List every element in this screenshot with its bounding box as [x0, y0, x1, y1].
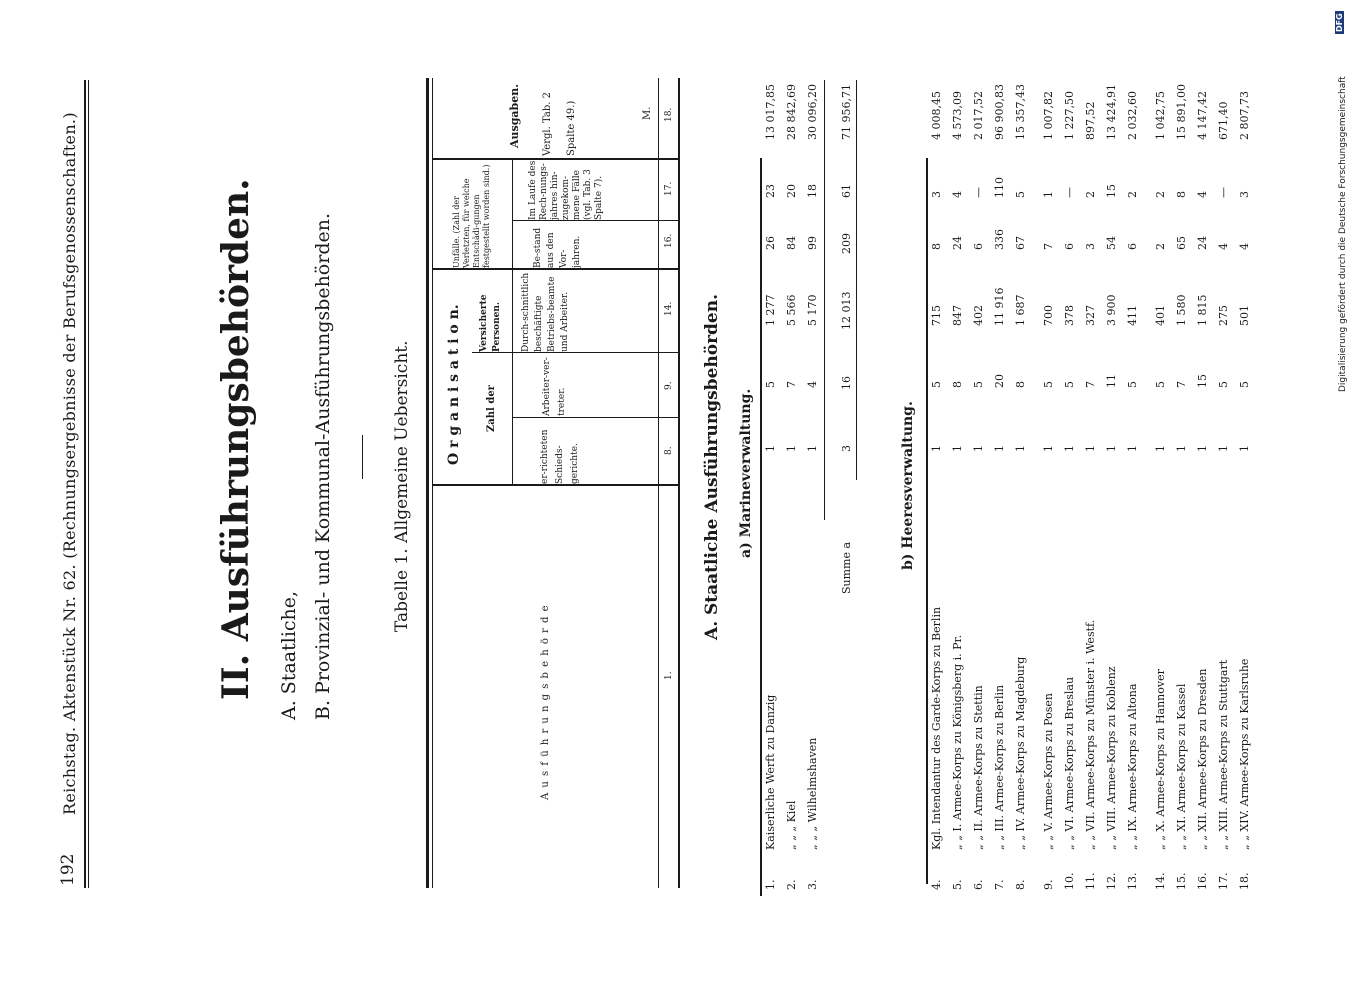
- table-title: Tabelle 1. Allgemeine Uebersicht.: [392, 340, 412, 632]
- colnum-16: 16.: [664, 233, 674, 248]
- cell-c9: 5: [1238, 381, 1251, 388]
- cell-c8: 1: [1154, 445, 1167, 452]
- cell-c16: 24: [951, 236, 964, 250]
- dfg-logo: DFG: [1335, 13, 1344, 32]
- colnum-9: 9.: [664, 381, 674, 390]
- cell-c14: 501: [1238, 305, 1251, 326]
- colnum-18: 18.: [664, 107, 674, 122]
- sep-org: [472, 352, 680, 353]
- zahl-der-label: Zahl der: [486, 385, 497, 432]
- row-nr: 12.: [1105, 872, 1118, 890]
- sep-14-16: [432, 268, 680, 270]
- cell-c9: 11: [1105, 374, 1118, 388]
- cell-c17: 2: [1084, 191, 1097, 198]
- sep-unf: [512, 160, 513, 268]
- row-nr: 10.: [1063, 872, 1076, 890]
- cell-c14: 3 900: [1105, 294, 1118, 326]
- cell-c18: 13 424,91: [1105, 84, 1118, 140]
- cell-c8: 1: [951, 445, 964, 452]
- cell-c17: —: [1063, 187, 1076, 198]
- row-nr: 5.: [951, 879, 964, 890]
- cell-c16: 4: [1217, 243, 1230, 250]
- cell-c16: 6: [1063, 243, 1076, 250]
- col18-unit: M.: [642, 106, 653, 120]
- running-head: Reichstag. Aktenstück Nr. 62. (Rechnungsergebnisse der Berufsgenossenschaften.): [60, 112, 79, 815]
- row-name: „ „ „ Kiel: [785, 800, 798, 850]
- cell-c18: 4 147,42: [1196, 91, 1209, 140]
- cell-c8: 1: [806, 445, 819, 452]
- cell-c17: 15: [1105, 184, 1118, 198]
- row-name: „ „ IV. Armee-Korps zu Magdeburg: [1014, 656, 1027, 850]
- cell-c8: 1: [1217, 445, 1230, 452]
- cell-c14: 12 013: [840, 291, 853, 330]
- cell-c16: 8: [930, 243, 943, 250]
- cell-c17: 110: [993, 177, 1006, 198]
- col16-label: Be-stand aus den Vor-jahren.: [533, 227, 582, 268]
- col17-label: Im Laufe des Rech-nungs-jahres hin-zugekom-mene Fälle (vgl. Tab. 3 Spalte 7).: [528, 160, 604, 220]
- row-name: „ „ X. Armee-Korps zu Hannover: [1154, 669, 1167, 850]
- cell-c8: 1: [1084, 445, 1097, 452]
- cell-c18: 897,52: [1084, 101, 1097, 140]
- cell-c8: 1: [785, 445, 798, 452]
- cell-c14: 378: [1063, 305, 1076, 326]
- cell-c9: 5: [930, 381, 943, 388]
- row-nr: 16.: [1196, 872, 1209, 890]
- cell-c9: 7: [785, 381, 798, 388]
- cell-c18: 15 357,43: [1014, 84, 1027, 140]
- table-colnum-rule: [678, 78, 680, 888]
- cell-c17: 23: [764, 184, 777, 198]
- cell-c18: 15 891,00: [1175, 84, 1188, 140]
- col18-label: Vergl. Tab. 2 Spalte 49.): [542, 92, 577, 156]
- side-credit: Digitalisierung gefördert durch die Deutsche Forschungsgemeinschaft: [1338, 76, 1348, 392]
- cell-c17: 8: [1175, 191, 1188, 198]
- cell-c8: 1: [1175, 445, 1188, 452]
- cell-c8: 1: [1014, 445, 1027, 452]
- cell-c9: 8: [951, 381, 964, 388]
- row-nr: 8.: [1014, 879, 1027, 890]
- cell-c8: 1: [764, 445, 777, 452]
- table-top-rule: [426, 78, 429, 888]
- row-nr: 4.: [930, 879, 943, 890]
- cell-c9: 5: [1126, 381, 1139, 388]
- cell-c8: 1: [930, 445, 943, 452]
- body-bottom-rule: [856, 80, 857, 480]
- cell-c14: 1 687: [1014, 294, 1027, 326]
- table-col1-rule: [432, 78, 433, 888]
- row-nr: 18.: [1238, 872, 1251, 890]
- row-name: Kaiserliche Werft zu Danzig: [764, 694, 777, 850]
- col9-label: Arbeiter-ver-treter.: [542, 357, 567, 416]
- row-nr: 14.: [1154, 872, 1167, 890]
- title-divider: [362, 435, 363, 479]
- row-nr: 13.: [1126, 872, 1139, 890]
- sep-zahl: [512, 353, 513, 484]
- cell-c18: 30 096,20: [806, 84, 819, 140]
- cell-c9: 5: [1154, 381, 1167, 388]
- cell-c9: 4: [806, 381, 819, 388]
- heer-heading: b) Heeresverwaltung.: [900, 401, 916, 570]
- sep-vers: [512, 270, 513, 352]
- cell-c14: 411: [1126, 305, 1139, 326]
- cell-c18: 1 007,82: [1042, 91, 1055, 140]
- cell-c18: 1 227,50: [1063, 91, 1076, 140]
- cell-c17: 18: [806, 184, 819, 198]
- running-head-rule: [84, 80, 86, 888]
- cell-c8: 1: [1238, 445, 1251, 452]
- row-name: „ „ XIII. Armee-Korps zu Stuttgart: [1217, 659, 1230, 850]
- cell-c17: 4: [1196, 191, 1209, 198]
- cell-c9: 5: [972, 381, 985, 388]
- row-name: „ „ II. Armee-Korps zu Stettin: [972, 685, 985, 850]
- cell-c8: 1: [972, 445, 985, 452]
- subsection-b: B. Provinzial- und Kommunal-Ausführungsbehörden.: [312, 212, 334, 720]
- ausgaben-label: Ausgaben.: [508, 83, 521, 148]
- cell-c8: 1: [993, 445, 1006, 452]
- cell-c17: 2: [1154, 191, 1167, 198]
- cell-c9: 8: [1014, 381, 1027, 388]
- cell-c9: 5: [1063, 381, 1076, 388]
- row-nr: 3.: [806, 879, 819, 890]
- colnum-17: 17.: [664, 181, 674, 196]
- row-name: „ „ XIV. Armee-Korps zu Karlsruhe: [1238, 658, 1251, 850]
- sep-behoerde: [432, 484, 680, 486]
- row-nr: 2.: [785, 879, 798, 890]
- colnum-8: 8.: [664, 446, 674, 455]
- cell-c16: 84: [785, 236, 798, 250]
- running-head-rule-thin: [88, 80, 89, 888]
- row-nr: 11.: [1084, 872, 1097, 890]
- cell-c14: 5 566: [785, 294, 798, 326]
- cell-c16: 6: [972, 243, 985, 250]
- row-name: „ „ „ Wilhelmshaven: [806, 737, 819, 850]
- cell-c17: 5: [1014, 191, 1027, 198]
- cell-c16: 4: [1238, 243, 1251, 250]
- body-sep-17-18: [760, 158, 762, 570]
- cell-c17: 2: [1126, 191, 1139, 198]
- cell-c16: 209: [840, 233, 853, 254]
- marine-heading: a) Marineverwaltung.: [738, 388, 754, 558]
- cell-c14: 847: [951, 305, 964, 326]
- row-name: „ „ V. Armee-Korps zu Posen: [1042, 693, 1055, 850]
- unfaelle-label: Unfälle. (Zahl der Verletzten, für welche Entschädi-gungen festgestellt worden sind.): [452, 164, 491, 268]
- cell-c8: 3: [840, 445, 853, 452]
- row-name: „ „ XI. Armee-Korps zu Kassel: [1175, 683, 1188, 850]
- cell-c9: 20: [993, 374, 1006, 388]
- cell-c16: 336: [993, 229, 1006, 250]
- cell-c8: 1: [1105, 445, 1118, 452]
- cell-c9: 5: [1217, 381, 1230, 388]
- cell-c16: 6: [1126, 243, 1139, 250]
- section-a-heading: A. Staatliche Ausführungsbehörden.: [702, 293, 722, 640]
- row-nr: 7.: [993, 879, 1006, 890]
- cell-c17: 1: [1042, 191, 1055, 198]
- cell-c17: 3: [930, 191, 943, 198]
- cell-c17: 61: [840, 184, 853, 198]
- row-nr: 1.: [764, 879, 777, 890]
- cell-c18: 4 573,09: [951, 91, 964, 140]
- colnum-1: 1.: [664, 671, 674, 680]
- cell-c9: 7: [1084, 381, 1097, 388]
- organisation-label: O r g a n i s a t i o n.: [446, 304, 462, 465]
- cell-c18: 1 042,75: [1154, 91, 1167, 140]
- cell-c17: 4: [951, 191, 964, 198]
- cell-c14: 700: [1042, 305, 1055, 326]
- page-number: 192: [58, 853, 78, 886]
- col8-label: er-richteten Schieds-gerichte.: [540, 429, 580, 484]
- cell-c14: 1 815: [1196, 294, 1209, 326]
- cell-c14: 1 277: [764, 294, 777, 326]
- cell-c18: 2 807,73: [1238, 91, 1251, 140]
- cell-c8: 1: [1126, 445, 1139, 452]
- cell-c14: 275: [1217, 305, 1230, 326]
- row-name: „ „ IX. Armee-Korps zu Altona: [1126, 683, 1139, 850]
- row-nr: 6.: [972, 879, 985, 890]
- cell-c14: 715: [930, 305, 943, 326]
- row-name: „ „ VI. Armee-Korps zu Breslau: [1063, 676, 1076, 850]
- cell-c9: 5: [1042, 381, 1055, 388]
- cell-c8: 1: [1196, 445, 1209, 452]
- cell-c18: 2 032,60: [1126, 91, 1139, 140]
- cell-c16: 24: [1196, 236, 1209, 250]
- row-name: „ „ XII. Armee-Korps zu Dresden: [1196, 668, 1209, 850]
- cell-c18: 4 008,45: [930, 91, 943, 140]
- cell-c8: 1: [1042, 445, 1055, 452]
- cell-c14: 11 916: [993, 287, 1006, 326]
- versicherte-label: Versicherte Personen.: [479, 294, 502, 352]
- cell-c14: 327: [1084, 305, 1097, 326]
- row-name: Kgl. Intendantur des Garde-Korps zu Berlin: [930, 606, 943, 850]
- row-nr: 9.: [1042, 879, 1055, 890]
- heer-sep-17-18: [926, 158, 928, 558]
- subsection-a: A. Staatliche,: [278, 590, 300, 720]
- cell-c14: 401: [1154, 305, 1167, 326]
- row-name: „ „ VII. Armee-Korps zu Münster i. Westf.: [1084, 619, 1097, 850]
- col-behoerde-label: A u s f ü h r u n g s b e h ö r d e: [540, 604, 551, 800]
- cell-c16: 2: [1154, 243, 1167, 250]
- table-header-bottom-rule: [658, 78, 659, 888]
- summe-rule: [824, 80, 825, 520]
- cell-c16: 26: [764, 236, 777, 250]
- col14-label: Durch-schnittlich beschäftigte Betriebs-beamte und Arbeiter.: [521, 272, 570, 352]
- cell-c17: 3: [1238, 191, 1251, 198]
- cell-c17: —: [1217, 187, 1230, 198]
- cell-c17: 20: [785, 184, 798, 198]
- row-name: „ „ I. Armee-Korps zu Königsberg i. Pr.: [951, 634, 964, 850]
- cell-c18: 28 842,69: [785, 84, 798, 140]
- summe-label: Summe a: [840, 541, 853, 594]
- cell-c14: 1 580: [1175, 294, 1188, 326]
- row-name: „ „ VIII. Armee-Korps zu Koblenz: [1105, 666, 1118, 850]
- cell-c18: 13 017,85: [764, 84, 777, 140]
- row-nr: 15.: [1175, 872, 1188, 890]
- cell-c18: 96 900,83: [993, 84, 1006, 140]
- cell-c16: 54: [1105, 236, 1118, 250]
- row-name: „ „ III. Armee-Korps zu Berlin: [993, 684, 1006, 850]
- sep-16-17: [512, 220, 680, 221]
- cell-c16: 99: [806, 236, 819, 250]
- row-nr: 17.: [1217, 872, 1230, 890]
- cell-c18: 2 017,52: [972, 91, 985, 140]
- cell-c9: 16: [840, 376, 853, 390]
- cell-c14: 402: [972, 305, 985, 326]
- section-title: II. Ausführungsbehörden.: [215, 178, 257, 700]
- colnum-14: 14.: [664, 301, 674, 316]
- cell-c18: 671,40: [1217, 101, 1230, 140]
- cell-c18: 71 956,71: [840, 84, 853, 140]
- cell-c9: 5: [764, 381, 777, 388]
- cell-c9: 7: [1175, 381, 1188, 388]
- cell-c9: 15: [1196, 374, 1209, 388]
- cell-c16: 65: [1175, 236, 1188, 250]
- cell-c8: 1: [1063, 445, 1076, 452]
- cell-c16: 3: [1084, 243, 1097, 250]
- cell-c14: 5 170: [806, 294, 819, 326]
- cell-c16: 7: [1042, 243, 1055, 250]
- cell-c17: —: [972, 187, 985, 198]
- cell-c16: 67: [1014, 236, 1027, 250]
